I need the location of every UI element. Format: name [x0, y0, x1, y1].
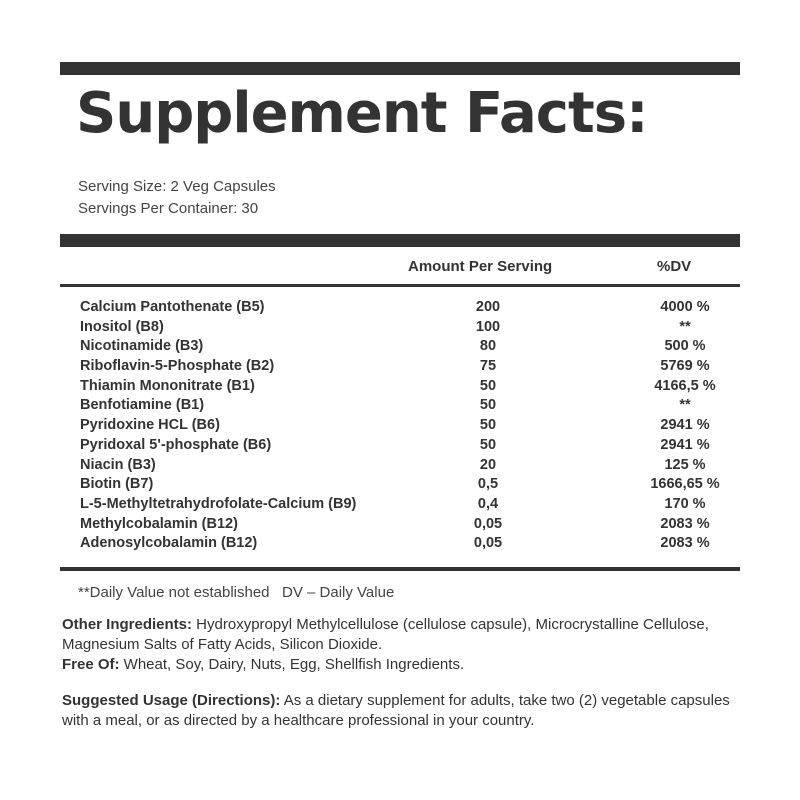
other-ingredients [62, 615, 732, 655]
nutrient-amount: 50 [479, 436, 497, 453]
nutrient-dv: 2941 % [660, 436, 710, 453]
nutrient-name: Pyridoxine HCL (B6) [80, 417, 220, 434]
nutrient-amount: 0,05 [473, 515, 503, 532]
top-divider-bar [60, 62, 740, 75]
table-row [80, 417, 740, 437]
nutrient-amount: 0,05 [473, 535, 503, 552]
nutrient-name: Methylcobalamin (B12) [80, 515, 238, 532]
servings-per-container: Servings Per Container: 30 [78, 200, 259, 217]
nutrient-dv: 4166,5 % [654, 377, 716, 394]
nutrient-name: Calcium Pantothenate (B5) [80, 299, 265, 315]
amount-column-header: Amount Per Serving [408, 258, 553, 275]
table-row [80, 299, 740, 319]
nutrient-dv: 2941 % [660, 417, 710, 434]
header-rule [60, 284, 740, 287]
nutrient-amount: 20 [479, 456, 497, 473]
nutrient-amount: 80 [479, 338, 497, 355]
other-ingredients-text: Hydroxypropyl Methylcellulose (cellulose capsule), Microcrystalline Cellulose, Magnesium Salts of Fatty Acids, Silicon Dioxide. [62, 616, 709, 653]
table-row [80, 378, 740, 398]
table-bottom-rule [60, 567, 740, 571]
nutrient-dv: ** [679, 318, 691, 335]
nutrient-name: Riboflavin-5-Phosphate (B2) [80, 358, 275, 375]
table-row [80, 358, 740, 378]
nutrient-name: Thiamin Mononitrate (B1) [80, 377, 255, 394]
other-ingredients-label: Other Ingredients: [62, 616, 193, 633]
free-of [62, 655, 732, 675]
daily-value-footnote: **Daily Value not established DV – Daily Value [78, 584, 395, 601]
nutrient-dv: 500 % [664, 338, 706, 355]
table-row [80, 476, 740, 496]
nutrient-dv: 5769 % [660, 358, 710, 375]
nutrient-amount: 75 [479, 358, 497, 375]
page-title: Supplement Facts: [76, 81, 648, 146]
nutrient-amount: 0,5 [477, 476, 499, 493]
nutrient-amount: 50 [479, 377, 497, 394]
suggested-usage-label: Suggested Usage (Directions): [62, 692, 281, 709]
dv-column-header: %DV [657, 258, 692, 275]
nutrient-name: Inositol (B8) [80, 318, 164, 335]
nutrient-amount: 200 [475, 299, 501, 315]
suggested-usage-text: As a dietary supplement for adults, take two (2) vegetable capsules with a meal, or as directed by a healthcare professional in your country. [62, 692, 730, 729]
nutrient-dv: 4000 % [660, 299, 710, 315]
free-of-label: Free Of: [62, 656, 120, 673]
nutrient-amount: 0,4 [477, 495, 499, 512]
table-row [80, 535, 740, 555]
table-row [80, 397, 740, 417]
nutrient-dv: 125 % [664, 456, 706, 473]
nutrient-amount: 100 [475, 318, 501, 335]
nutrient-name: Pyridoxal 5'-phosphate (B6) [80, 436, 272, 453]
nutrient-name: Niacin (B3) [80, 456, 156, 473]
table-row [80, 496, 740, 516]
table-row [80, 319, 740, 339]
nutrient-amount: 50 [479, 417, 497, 434]
nutrient-amount: 50 [479, 397, 497, 414]
table-row [80, 338, 740, 358]
table-row [80, 516, 740, 536]
suggested-usage [62, 691, 732, 731]
table-row [80, 457, 740, 477]
nutrient-dv: 2083 % [660, 515, 710, 532]
nutrient-name: Adenosylcobalamin (B12) [80, 535, 258, 552]
free-of-text: Wheat, Soy, Dairy, Nuts, Egg, Shellfish Ingredients. [119, 656, 465, 673]
nutrient-dv: ** [679, 397, 691, 414]
middle-divider-bar [60, 234, 740, 247]
nutrient-dv: 1666,65 % [650, 476, 720, 493]
table-row [80, 437, 740, 457]
serving-size: Serving Size: 2 Veg Capsules [78, 178, 276, 195]
nutrient-dv: 2083 % [660, 535, 710, 552]
nutrient-name: Biotin (B7) [80, 476, 154, 493]
nutrient-table [80, 299, 740, 555]
nutrient-name: L-5-Methyltetrahydrofolate-Calcium (B9) [80, 495, 357, 512]
nutrient-name: Benfotiamine (B1) [80, 397, 205, 414]
nutrient-name: Nicotinamide (B3) [80, 338, 204, 355]
nutrient-dv: 170 % [664, 495, 706, 512]
